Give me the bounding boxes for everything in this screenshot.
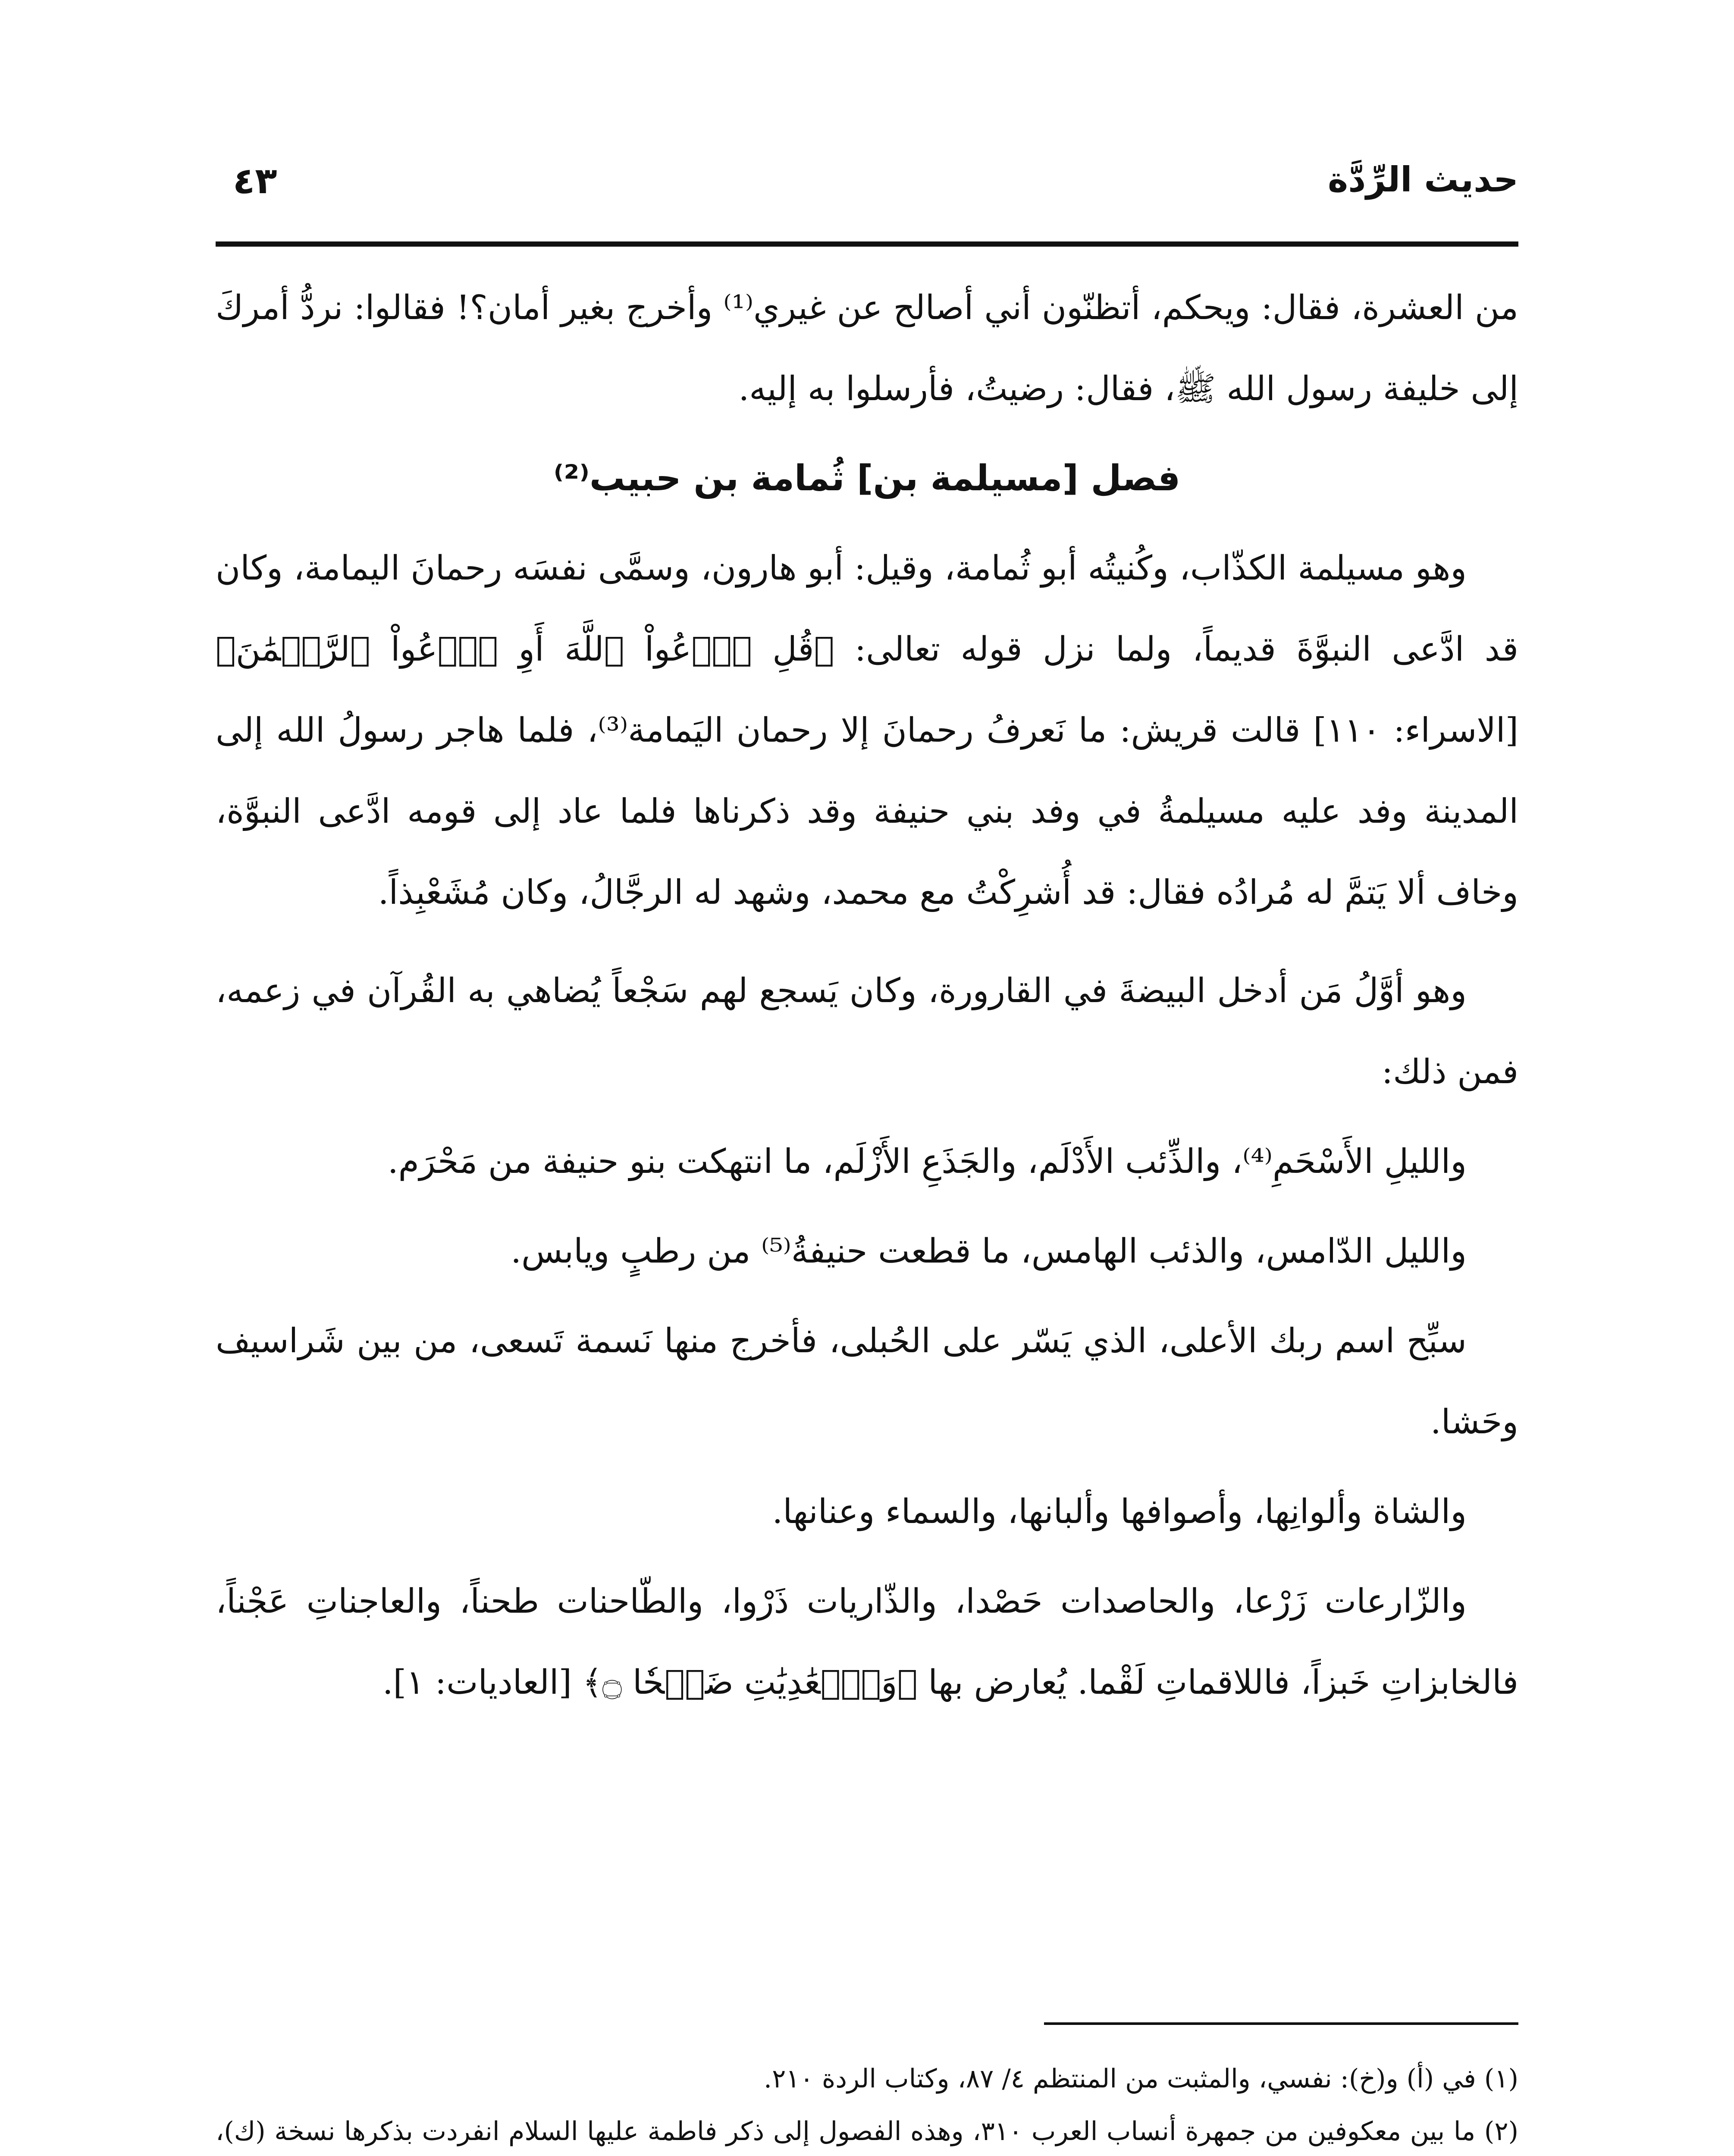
- running-title: حديث الرِّدَّة: [1328, 160, 1518, 200]
- rhymed-passage: سبِّح اسم ربك الأعلى، الذي يَسّر على الحُبلى، فأخرج منها نَسمة تَسعى، من بين شَراسيف وحَشا.: [216, 1322, 1518, 1442]
- main-text: [216, 267, 1518, 1723]
- paragraph: وهو أوَّلُ مَن أدخل البيضةَ في القارورة، وكان يَسجع لهم سَجْعاً يُضاهي به القُرآن في زعمه، فمن ذلك:: [216, 971, 1518, 1091]
- rhymed-passage: والليل الدّامس، والذئب الهامس، ما قطعت حنيفةُ⁽⁵⁾ من رطبٍ ويابس.: [511, 1232, 1467, 1271]
- page-number: ٤٣: [233, 160, 277, 202]
- running-head: [216, 155, 1518, 216]
- rhymed-passage: والليلِ الأَسْحَمِ⁽⁴⁾، والذِّئب الأَدْلَم، والجَذَعِ الأَزْلَم، ما انتهكت بنو حنيفة من مَحْرَم.: [387, 1142, 1467, 1181]
- section-title: فصل [مسيلمة بن] ثُمامة بن حبيب⁽²⁾: [553, 458, 1181, 499]
- rhymed-passage: والزّارعات زَرْعا، والحاصدات حَصْدا، والذّاريات ذَرْوا، والطّاحنات طحناً، والعاجناتِ عَجْناً، فالخابزاتِ خَبزاً، فاللاقماتِ لَقْما. يُعارض بها ﴿وَٱلۡعَٰدِيَٰتِ ضَبۡحٗا ۝﴾ [العاديات: ١].: [216, 1582, 1518, 1702]
- footnote: (٢) ما بين معكوفين من جمهرة أنساب العرب ٣١٠، وهذه الفصول إلى ذكر فاطمة عليها السلام انفردت بذكرها نسخة (ك)،: [216, 2116, 1518, 2147]
- paragraph: وهو مسيلمة الكذّاب، وكُنيتُه أبو ثُمامة، وقيل: أبو هارون، وسمَّى نفسَه رحمانَ اليمامة، وكان قد ادَّعى النبوَّةَ قديماً، ولما نزل قوله تعالى: ﴿قُلِ ٱدۡعُواْ ٱللَّهَ أَوِ ٱدۡعُواْ ٱلرَّحۡمَٰنَ﴾ [الاسراء: ١١٠] قالت قريش: ما نَعرفُ رحمانَ إلا رحمان اليَمامة⁽³⁾، فلما هاجر رسولُ الله إلى المدينة وفد عليه مسيلمةُ في وفد بني حنيفة وقد ذكرناها فلما عاد إلى قومه ادَّعى النبوَّة، وخاف ألا يَتمَّ له مُرادُه فقال: قد أُشرِكْتُ مع محمد، وشهد له الرجَّالُ، وكان مُشَعْبِذاً.: [216, 549, 1519, 912]
- footnote-rule: [1044, 2022, 1518, 2025]
- footnotes: [216, 2053, 1518, 2156]
- rhymed-passage: والشاة وألوانِها، وأصوافها وألبانها، والسماء وعنانها.: [772, 1492, 1467, 1531]
- paragraph: من العشرة، فقال: ويحكم، أتظنّون أني أصالح عن غيري⁽¹⁾ وأخرج بغير أمان؟! فقالوا: نردُّ أمركَ إلى خليفة رسول الله ﷺ، فقال: رضيتُ، فأرسلوا به إليه.: [216, 288, 1518, 408]
- header-rule: [216, 241, 1518, 247]
- footnote: (١) في (أ) و(خ): نفسي، والمثبت من المنتظم ٤/ ٨٧، وكتاب الردة ٢١٠.: [763, 2064, 1518, 2094]
